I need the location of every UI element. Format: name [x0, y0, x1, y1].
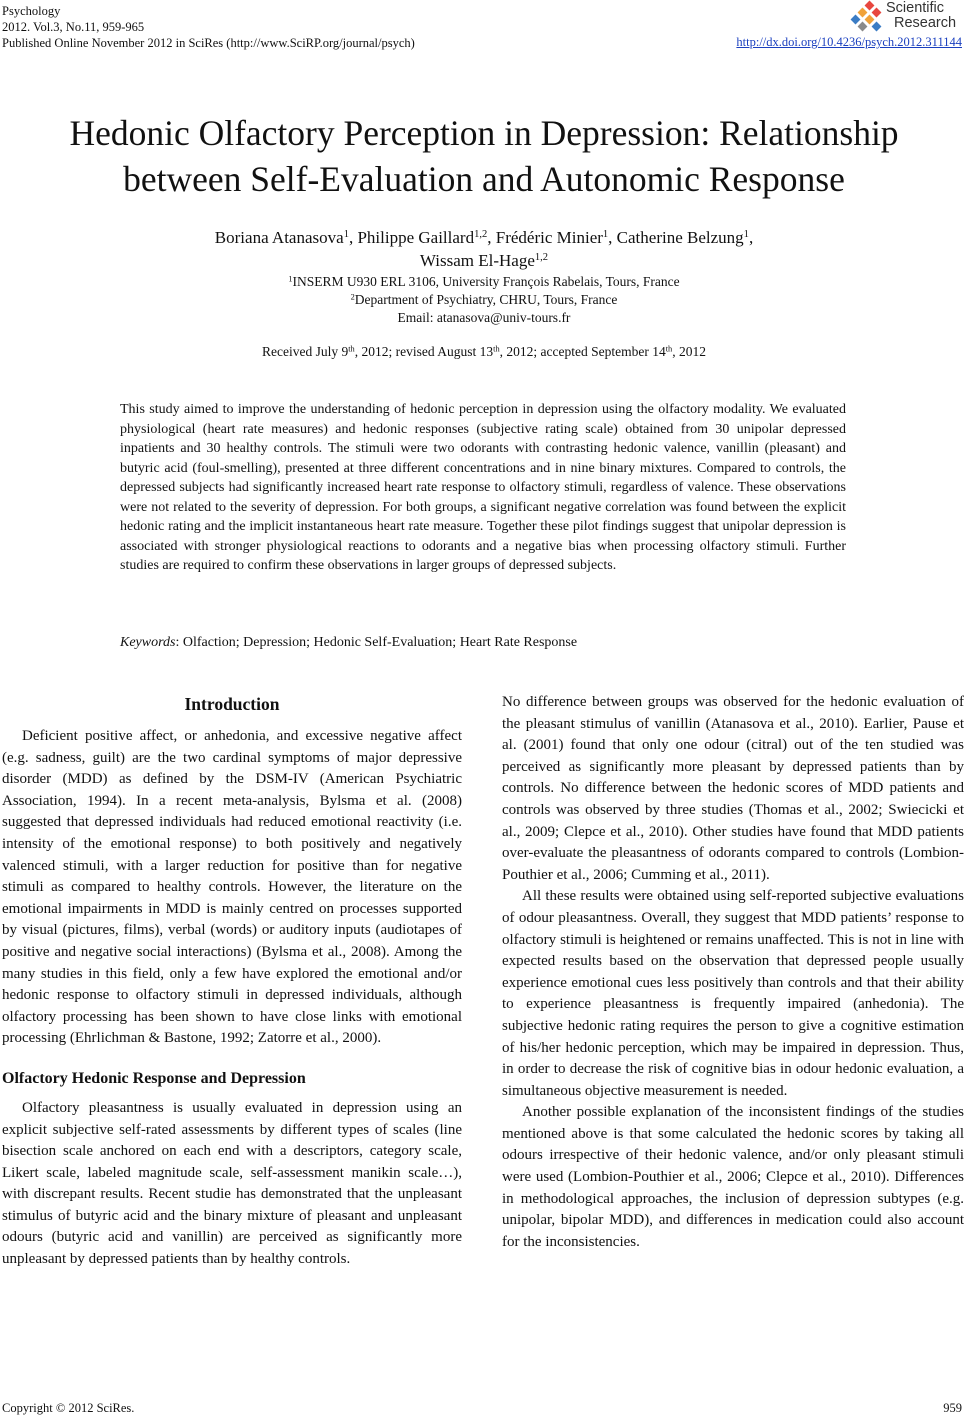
affiliation: Department of Psychiatry, CHRU, Tours, France — [354, 292, 618, 307]
keywords — [120, 635, 577, 651]
publisher-logo — [852, 0, 962, 34]
paragraph: Another possible explanation of the inconsistent findings of the studies mentioned above is that some calculated the hedonic scores by taking all odours irrespective of their hedonic valence, and/or only pleasant stimuli were used (Lombion-Pouthier et al., 2006; Clepce et al., 2010). Differences in methodological approaches, the inclusion of depression subtypes (e.g. unipolar, bipolar MDD), and differences in medication could also account for the inconsistencies. — [502, 1104, 964, 1250]
paragraph: All these results were obtained using self-reported subjective evaluations of odour pleasantness. Overall, they suggest that MDD patients’ response to olfactory stimuli is heightened or remains unaffected. This is not in line with expected results based on the observation that depressed people usually experience emotional cues less positively than controls and that their ability to experience pleasantness is frequently impaired (anhedonia). The subjective hedonic rating requires the person to give a cognitive estimation of his/her hedonic perception, which may be impaired in depression. Thus, in order to decrease the risk of cognitive bias in odour hedonic evaluation, a simultaneous objective measurement is needed. — [502, 888, 964, 1099]
author: , Catherine Belzung — [608, 228, 744, 247]
doi-link[interactable]: http://dx.doi.org/10.4236/psych.2012.311144 — [736, 35, 962, 49]
author: , Philippe Gaillard — [348, 228, 475, 247]
paragraph: No difference between groups was observed for the hedonic evaluation of the pleasant stimulus of vanillin (Atanasova et al., 2010). Earlier, Pause et al. (2001) found that only one odour (citral) out of the ten studied was perceived as significantly more pleasant by depressed patients than by controls. No difference between the hedonic scores of MDD patients and controls was observed by three studies (Thomas et al., 2002; Swiecicki et al., 2009; Clepce et al., 2010). Other studies have found that MDD patients over-evaluate the pleasantness of odorants compared to controls (Lombion-Pouthier et al., 2006; Cumming et al., 2011). — [502, 694, 964, 883]
keywords-text: : Olfaction; Depression; Hedonic Self-Evaluation; Heart Rate Response — [175, 635, 578, 650]
paragraph: Olfactory pleasantness is usually evaluated in depression using an explicit subjective self-rated assessments by different types of scales (line bisection scale anchored on each end with a descriptors, category scale, Likert scale, labeled magnitude scale, self-assessment manikin scale…), with discrepant results. Recent studie has demonstrated that the unpleasant stimulus of butyric acid and the binary mixture of pleasant and unpleasant odours (butyric acid and vanillin) are perceived as significantly more unpleasant by depressed patients than by healthy controls. — [2, 1099, 462, 1268]
right-column — [502, 692, 964, 1253]
author: Wissam El-Hage — [419, 251, 535, 270]
abstract: This study aimed to improve the understanding of hedonic perception in depression using the olfactory modality. We evaluated physiological (heart rate measures) and hedonic responses (subjective rating scale) obtained from 30 unipolar depressed inpatients and 30 healthy controls. The stimuli were two odorants with contrasting hedonic valence, vanillin (pleasant) and butyric acid (foul-smelling), presented at three different concentrations and in nine binary mixtures. Compared to controls, the depressed subjects had significantly increased heart rate response to olfactory stimuli, regardless of valence. These observations were not related to the severity of depression. For both groups, a significant negative correlation was found between the explicit hedonic rating and the implicit instantaneous heart rate measure. Together these pilot findings suggest that unipolar depression is associated with stronger physiological reactions to odorants and a negative bias when processing olfactory stimuli. Further studies are required to confirm these observations in larger groups of depressed subjects. — [120, 402, 846, 573]
running-header — [2, 3, 415, 51]
author: Boriana Atanasova — [214, 228, 344, 247]
affiliation: INSERM U930 ERL 3106, University François Rabelais, Tours, France — [292, 274, 680, 289]
volume-info: 2012. Vol.3, No.11, 959-965 — [2, 20, 145, 34]
published-info: Published Online November 2012 in SciRes (http://www.SciRP.org/journal/psych) — [2, 36, 415, 50]
section-heading: Olfactory Hedonic Response and Depression — [2, 1069, 306, 1087]
section-heading: Introduction — [184, 694, 280, 714]
affiliations: $^1$INSERM U930 ERL 3106, University François Rabelais, Tours, France $^2$Department of Psychiatry, CHRU, Tours, France Email: atanasova@univ-tours.fr — [0, 273, 968, 327]
paragraph: Deficient positive affect, or anhedonia, and excessive negative affect (e.g. sadness, guilt) are the two cardinal symptoms of major depressive disorder (MDD) as defined by the DSM-IV (American Psychiatric Association, 1994). In a recent meta-analysis, Bylsma et al. (2008) suggested that depressed individuals had reduced emotional reactivity (i.e. intensity of the emotional response) to both positively and negatively valenced stimuli, with a larger reduction for positive than for negative stimuli as compared to healthy controls. However, the literature on the emotional impairments in MDD is mainly centred on processes supported by visual (pictures, films), verbal (words) or auditory inputs (audiotapes of positive and negative social interactions) (Bylsma et al., 2008). Among the many studies in this field, only a few have explored the emotional and/or hedonic response to olfactory stimuli in depressed individuals, although olfactory processing has been shown to have close links with emotional processing (Ehrlichman & Bastone, 1992; Zatorre et al., 2000). — [2, 728, 462, 1047]
logo-text: Scientific Research — [886, 0, 957, 31]
publication-dates: Received July 9th, 2012; revised August 13th, 2012; accepted September 14th, 2012 — [262, 344, 706, 359]
diamond-logo-icon — [852, 2, 884, 32]
page-number: 959 — [943, 1401, 962, 1415]
email: Email: atanasova@univ-tours.fr — [397, 310, 571, 325]
keywords-label: Keywords — [120, 635, 176, 650]
journal-name: Psychology — [2, 4, 61, 18]
author: , Frédéric Minier — [487, 228, 603, 247]
author-list: Boriana Atanasova$^1$, Philippe Gaillard$^{1,2}$, Frédéric Minier$^1$, Catherine Belzung$^1$, Wissam El-Hage$^{1,2}$ — [214, 228, 754, 270]
page-title: Hedonic Olfactory Perception in Depression: Relationship between Self-Evaluation and Autonomic Response — [69, 113, 899, 199]
copyright: Copyright © 2012 SciRes. — [2, 1401, 135, 1415]
left-column — [2, 692, 462, 1271]
